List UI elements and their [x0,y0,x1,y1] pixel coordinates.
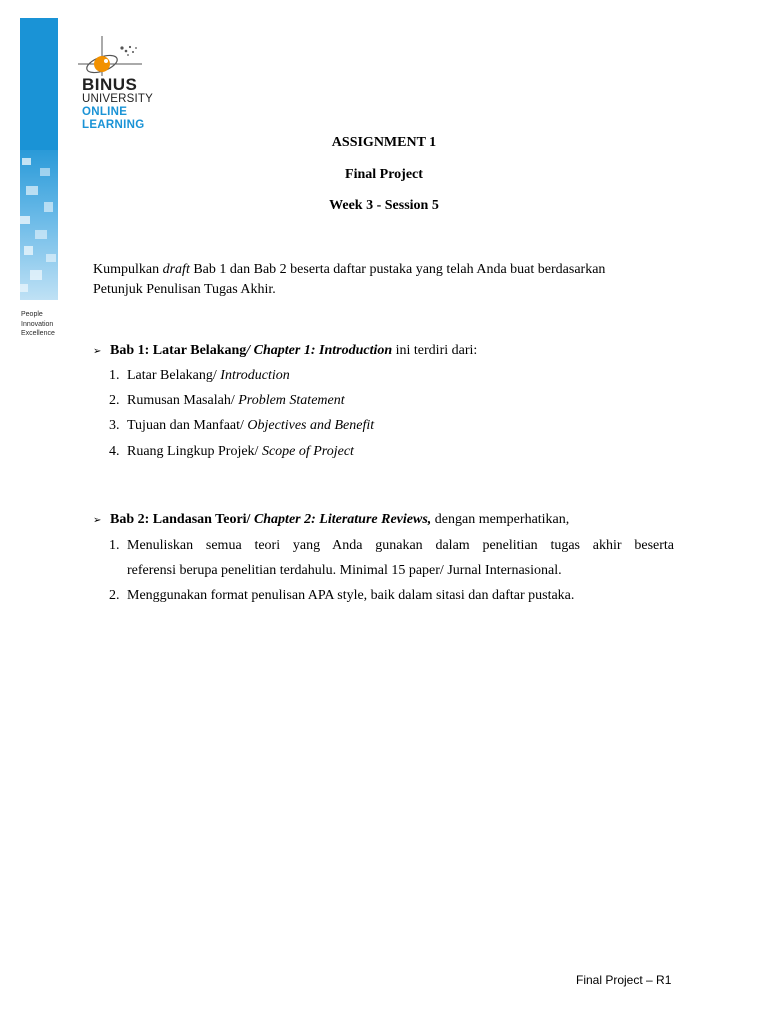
logo-learning: LEARNING [82,119,145,131]
intro-paragraph [93,260,674,300]
list-number: 4. [109,444,120,459]
strip-solid-block [20,18,58,150]
list-number: 1. [109,538,120,553]
logo-university: UNIVERSITY [82,93,154,105]
page-footer: Final Project – R1 [576,973,672,987]
list-text: Tujuan dan Manfaat/ [127,418,248,433]
intro-text-line2: Petunjuk Penulisan Tugas Akhir. [93,282,276,297]
list-text: Menggunakan format penulisan APA style, baik dalam sitasi dan daftar pustaka. [127,588,575,603]
list-item [109,368,674,384]
list-item [109,588,674,604]
list-number: 1. [109,368,120,383]
strip-tile [20,216,30,224]
section1-bold: Bab 1: Latar Belakang [110,343,247,358]
list-number: 2. [109,393,120,408]
tagline-line: Innovation [21,320,54,328]
session-label: Week 3 - Session 5 [329,198,439,213]
page-subtitle: Final Project [345,167,423,182]
list-item [109,444,674,460]
section1-rest: ini terdiri dari: [392,343,478,358]
decorative-side-strip [20,18,58,300]
strip-tile [20,284,28,292]
strip-tile [22,158,31,165]
list-item [109,418,674,434]
tagline [21,310,55,339]
intro-text: Kumpulkan [93,262,163,277]
arrow-bullet-icon: ➢ [93,515,102,526]
logo-wordmark [82,76,153,132]
list-text: Latar Belakang/ [127,368,221,383]
list-item [109,393,674,409]
list-text-italic: Scope of Project [261,444,354,459]
list-text-italic: Introduction [220,368,290,383]
arrow-bullet-icon: ➢ [93,346,102,357]
tagline-line: Excellence [21,330,55,337]
list-text-italic: Objectives and Benefit [247,418,375,433]
intro-italic: draft [162,262,190,277]
intro-text: Bab 1 dan Bab 2 beserta daftar pustaka yang telah Anda buat berdasarkan [189,262,606,277]
list-number: 3. [109,418,120,433]
list-item [109,533,674,583]
section2-bold: Bab 2: Landasan Teori/ [110,512,254,527]
section1-bold-italic: / Chapter 1: Introduction [246,343,393,358]
list-number: 2. [109,588,120,603]
logo-online: ONLINE [82,106,128,118]
section1-heading [93,343,693,359]
list-text: Rumusan Masalah/ [127,393,239,408]
strip-tile [46,254,56,262]
section2-rest: dengan memperhatikan, [431,512,570,527]
list-text: referensi berupa penelitian terdahulu. Minimal 15 paper/ Jurnal Internasional. [127,563,562,578]
strip-tile [26,186,38,195]
section2-bold-italic: Chapter 2: Literature Reviews, [253,512,432,527]
strip-tile [35,230,47,239]
page-title: ASSIGNMENT 1 [331,135,437,150]
logo-name: BINUS [82,75,138,94]
tagline-line: People [21,311,43,318]
strip-tile [24,246,33,255]
strip-tile [30,270,42,280]
list-text: Menuliskan semua teori yang Anda gunakan dalam penelitian tugas akhir beserta [127,538,674,553]
section2-heading [93,512,693,528]
list-text: Ruang Lingkup Projek/ [127,444,262,459]
list-text-italic: Problem Statement [238,393,345,408]
